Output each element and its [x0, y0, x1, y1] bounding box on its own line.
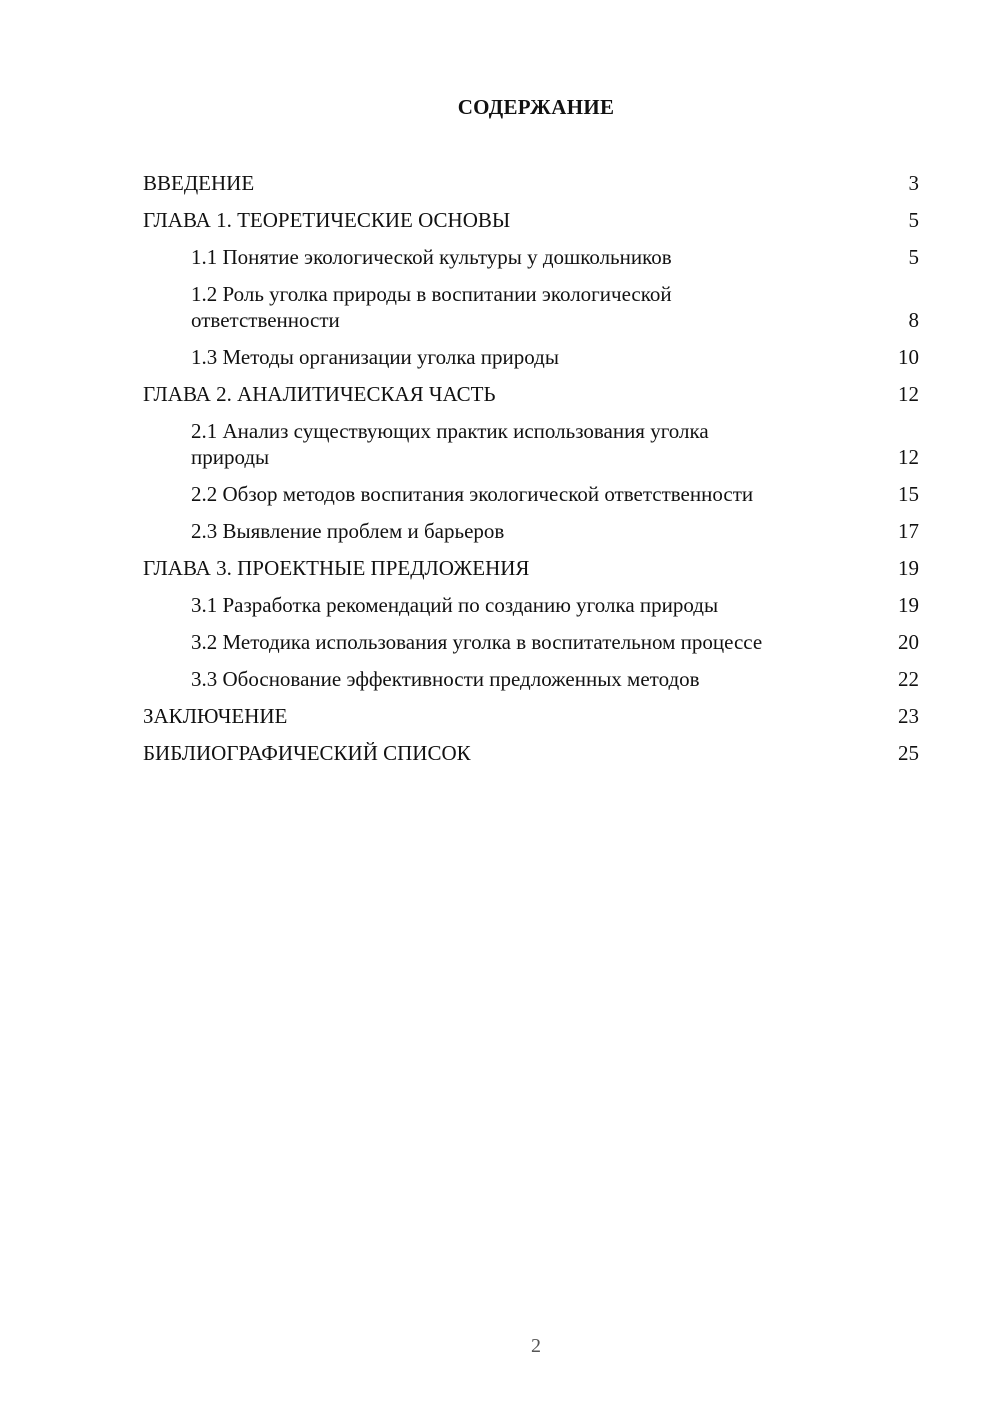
toc-entry-introduction[interactable] [143, 170, 919, 196]
toc-entry-chapter-1[interactable] [143, 207, 919, 233]
toc-entry-label: 3.3 Обоснование эффективности предложенных методов [191, 667, 700, 691]
toc-entry-label: ГЛАВА 1. ТЕОРЕТИЧЕСКИЕ ОСНОВЫ [143, 208, 511, 232]
toc-entry-label: ВВЕДЕНИЕ [143, 171, 255, 195]
toc-entry-page: 8 [908, 308, 919, 332]
toc-entry-chapter-2[interactable] [143, 381, 919, 407]
toc-entry-page: 15 [898, 482, 919, 506]
toc-entry-label: 3.2 Методика использования уголка в воспитательном процессе [191, 630, 763, 654]
toc-entry-section-3-1[interactable] [143, 592, 919, 618]
toc-entry-section-1-1[interactable] [143, 244, 919, 270]
toc-entry-label: 1.2 Роль уголка природы в воспитании экологической ответственности [191, 282, 672, 332]
toc-entry-label: БИБЛИОГРАФИЧЕСКИЙ СПИСОК [143, 741, 471, 765]
toc-entry-page: 3 [908, 171, 919, 195]
toc-entry-label: 2.2 Обзор методов воспитания экологической ответственности [191, 482, 754, 506]
toc-entry-label: 1.1 Понятие экологической культуры у дошкольников [191, 245, 672, 269]
toc-entry-label: 3.1 Разработка рекомендаций по созданию уголка природы [191, 593, 719, 617]
toc-entry-section-3-3[interactable] [143, 666, 919, 692]
toc-entry-chapter-3[interactable] [143, 555, 919, 581]
toc-entry-label: ЗАКЛЮЧЕНИЕ [143, 704, 288, 728]
toc-entry-section-2-2[interactable] [143, 481, 919, 507]
toc-entry-section-1-3[interactable] [143, 344, 919, 370]
toc-entry-page: 17 [898, 519, 919, 543]
toc-entry-page: 12 [898, 445, 919, 469]
toc-entry-conclusion[interactable] [143, 703, 919, 729]
toc-entry-page: 10 [898, 345, 919, 369]
toc-entry-page: 12 [898, 382, 919, 406]
toc-entry-label: ГЛАВА 2. АНАЛИТИЧЕСКАЯ ЧАСТЬ [143, 382, 496, 406]
toc-entry-section-3-2[interactable] [143, 629, 919, 655]
toc-entry-section-2-3[interactable] [143, 518, 919, 544]
toc-entry-label: ГЛАВА 3. ПРОЕКТНЫЕ ПРЕДЛОЖЕНИЯ [143, 556, 530, 580]
toc-entry-label: 1.3 Методы организации уголка природы [191, 345, 559, 369]
toc-entry-page: 19 [898, 593, 919, 617]
toc-entry-page: 23 [898, 704, 919, 728]
toc-entry-page: 25 [898, 741, 919, 765]
toc-entry-page: 20 [898, 630, 919, 654]
toc-entry-page: 5 [908, 208, 919, 232]
toc-entry-label: 2.1 Анализ существующих практик использования уголка природы [191, 419, 709, 469]
toc-entry-page: 19 [898, 556, 919, 580]
toc-entry-bibliography[interactable] [143, 740, 919, 766]
page-title: СОДЕРЖАНИЕ [457, 95, 615, 119]
table-of-contents [143, 170, 919, 777]
toc-entry-page: 22 [898, 667, 919, 691]
page-number: 2 [531, 1335, 541, 1357]
toc-entry-section-2-1[interactable] [143, 418, 919, 470]
toc-entry-label: 2.3 Выявление проблем и барьеров [191, 519, 505, 543]
toc-entry-section-1-2[interactable] [143, 281, 919, 333]
toc-entry-page: 5 [908, 245, 919, 269]
